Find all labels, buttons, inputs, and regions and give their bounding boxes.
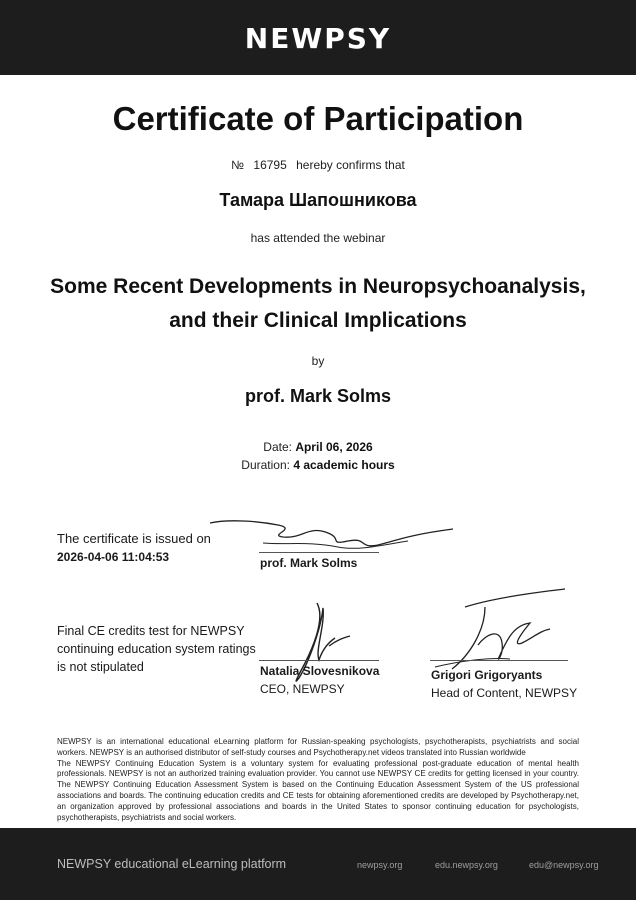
speaker-signature xyxy=(208,515,458,560)
duration-value: 4 academic hours xyxy=(293,458,395,472)
number-prefix: № xyxy=(231,158,245,172)
footer-bar xyxy=(0,828,636,900)
confirms-text: hereby confirms that xyxy=(296,158,405,172)
attended-text: has attended the webinar xyxy=(250,231,386,245)
ceo-signature xyxy=(285,598,355,693)
confirmation-line xyxy=(0,158,636,172)
disclaimer-paragraph: NEWPSY is an international educational eLearning platform for Russian-speaking psychologists, psychotherapists, psychiatrists and social workers. NEWPSY is an authorised distributor of self-study courses and Psychotherapy.net videos translated into Russian worldwide xyxy=(57,737,579,757)
webinar-title-line: Some Recent Developments in Neuropsychoanalysis, xyxy=(50,275,586,298)
webinar-title xyxy=(0,270,636,338)
edu-site-link[interactable]: edu.newpsy.org xyxy=(435,860,498,870)
ce-note-line: Final CE credits test for NEWPSY xyxy=(57,624,245,638)
duration-label: Duration: xyxy=(241,458,290,472)
date-label: Date: xyxy=(263,440,292,454)
newpsy-logo: NEWPSY xyxy=(244,22,392,55)
ce-note-line: is not stipulated xyxy=(57,660,144,674)
ceo-role: CEO, NEWPSY xyxy=(260,682,345,696)
speaker-signature-line xyxy=(259,552,379,553)
by-text: by xyxy=(311,354,325,368)
platform-name: NEWPSY educational eLearning platform xyxy=(57,857,287,871)
ce-credits-note xyxy=(57,622,257,676)
certificate-number: 16795 xyxy=(253,158,287,172)
email-link[interactable]: edu@newpsy.org xyxy=(529,860,599,870)
disclaimer-paragraph: The NEWPSY Continuing Education System is a voluntary system for evaluating professional post-graduate education of mental health professionals. NEWPSY is not an authorized training evaluation provider. You cannot use NEWPSY CE credits for getting licensed in your country. The NEWPSY Continuing Education Assessment System is based on the Continuing Education Assessment System of the US professional associations and boards. The continuing education credits and CE tests for obtaining aforementioned credits are developed by Psychotherapy.net, an organization approved by professional associations and boards in the United States to sponsor continuing education for psychologists, psychotherapists, psychiatrists and social workers. xyxy=(57,758,579,822)
head-name: Grigori Grigoryants xyxy=(431,668,543,682)
duration-line xyxy=(0,458,636,472)
site-link[interactable]: newpsy.org xyxy=(357,860,403,870)
speaker-name: prof. Mark Solms xyxy=(244,386,392,406)
header-bar xyxy=(0,0,636,75)
ce-note-line: continuing education system ratings xyxy=(57,642,256,656)
disclaimer-text xyxy=(57,737,579,823)
date-line xyxy=(0,440,636,454)
speaker-signature-name: prof. Mark Solms xyxy=(260,556,358,570)
certificate-title: Certificate of Participation xyxy=(112,100,524,137)
recipient-name: Тамара Шапошникова xyxy=(219,190,417,210)
head-role: Head of Content, NEWPSY xyxy=(431,686,578,700)
issued-datetime: 2026-04-06 11:04:53 xyxy=(57,550,170,564)
head-of-content-signature xyxy=(430,585,570,680)
date-value: April 06, 2026 xyxy=(295,440,373,454)
head-signature-line xyxy=(430,660,568,661)
ceo-name: Natalia Slovesnikova xyxy=(260,664,380,678)
issued-label: The certificate is issued on xyxy=(57,531,211,546)
ceo-signature-line xyxy=(259,660,379,661)
webinar-title-line: and their Clinical Implications xyxy=(169,309,467,332)
